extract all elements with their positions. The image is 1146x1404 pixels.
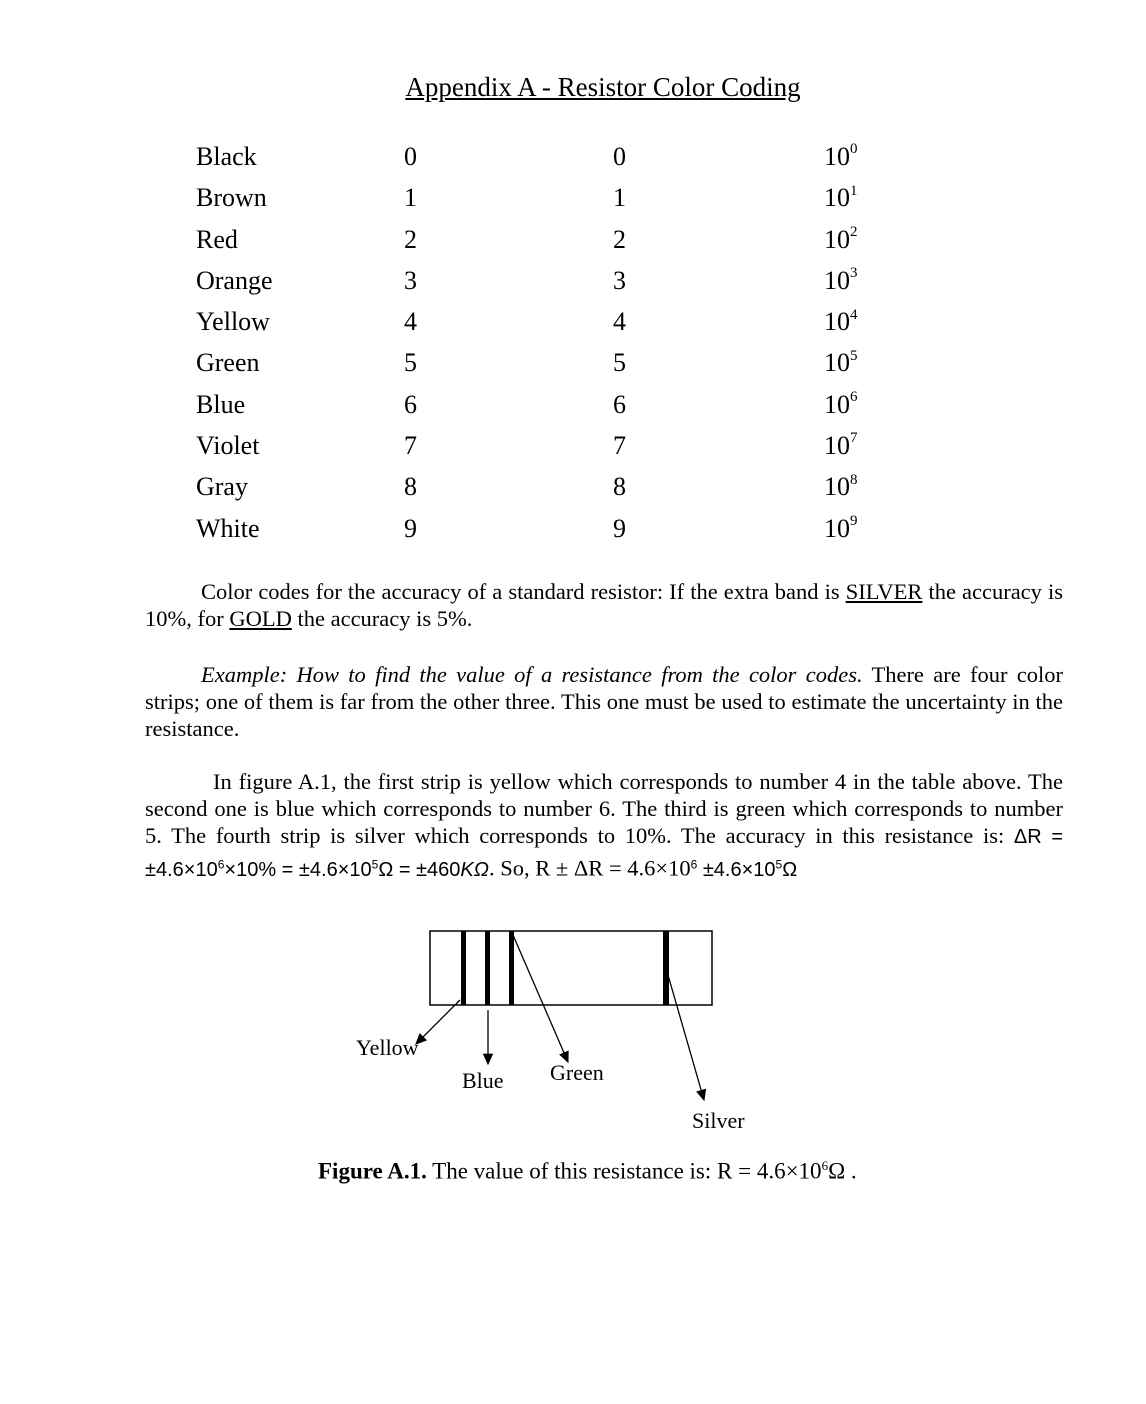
band-blue — [485, 931, 490, 1005]
second-digit: 8 — [613, 472, 626, 502]
figure-caption — [318, 1158, 857, 1185]
second-digit: 0 — [613, 142, 626, 171]
para1-text-a: Color codes for the accuracy of a standard resistor: If the extra band is — [201, 579, 846, 604]
first-digit: 2 — [404, 224, 417, 254]
page-title: Appendix A - Resistor Color Coding — [405, 72, 801, 102]
second-digit: 2 — [613, 224, 626, 254]
multiplier: $10^9$ — [824, 513, 858, 543]
multiplier: $10^1$ — [824, 182, 858, 213]
color-name: Green — [196, 348, 260, 378]
silver-term: SILVER — [845, 579, 923, 604]
first-digit: 5 — [404, 348, 417, 378]
caption-exponent: 6 — [821, 1158, 829, 1173]
caption-text: The value of this resistance is: R = 4.6×10 — [426, 1158, 822, 1184]
color-name: Violet — [196, 431, 260, 461]
explanation-paragraph: In figure A.1, the first strip is yellow which corresponds to number 4 in the table above. The second one is blue which corresponds to number 6. The third is green which corresponds to number 5. The fourth strip is silver which corresponds to 10%. The accuracy in this resistance is: $\Delta R = \pm 4.6\times 10^6\times 10\% = \pm 4.6\times 10^5\Omega = \pm 460K\Omega$. So, $R \pm \Delta R = 4.6\times 10^6 \pm 4.6\times 10^5\Omega$ — [145, 769, 1064, 881]
arrow-yellow — [416, 1000, 460, 1044]
uncertainty-equation: $\Delta R = \pm 4.6\times 10^6\times 10\% = \pm 4.6\times 10^5\Omega = \pm 460K\Omega$ — [145, 826, 1064, 881]
first-digit: 6 — [404, 389, 417, 419]
caption-unit: Ω . — [828, 1158, 857, 1184]
label-blue: Blue — [462, 1068, 504, 1093]
second-digit: 5 — [613, 348, 626, 378]
label-yellow: Yellow — [356, 1035, 419, 1060]
first-digit: 1 — [404, 183, 417, 213]
first-digit: 0 — [404, 142, 417, 171]
color-name: Red — [196, 224, 238, 254]
arrow-silver — [668, 975, 704, 1100]
example-text: There are four color strips; one of them is far from the other three. This one must be used to estimate the uncertainty in the resistance. — [145, 662, 1063, 741]
second-digit: 9 — [613, 513, 626, 543]
color-name: Orange — [196, 265, 273, 295]
explanation-text: In figure A.1, the first strip is yellow which corresponds to number 4 in the table above. The second one is blue which corresponds to number 6. The third is green which corresponds to number 5. The fourth strip is silver which corresponds to 10%. The accuracy in this resistance is: — [145, 769, 1063, 848]
color-name: Brown — [196, 183, 267, 213]
multiplier: $10^7$ — [824, 430, 858, 461]
first-digit: 7 — [404, 431, 417, 461]
second-digit: 3 — [613, 265, 626, 295]
second-digit: 4 — [613, 307, 626, 337]
first-digit: 3 — [404, 265, 417, 295]
multiplier: $10^2$ — [824, 223, 858, 254]
band-green — [509, 931, 514, 1005]
multiplier: $10^3$ — [824, 265, 858, 295]
multiplier: $10^0$ — [824, 141, 858, 171]
color-name: Gray — [196, 472, 248, 502]
color-name: White — [196, 513, 260, 543]
arrow-green — [513, 935, 568, 1062]
color-name: Black — [196, 142, 257, 171]
first-digit: 4 — [404, 307, 417, 337]
first-digit: 9 — [404, 513, 417, 543]
label-silver: Silver — [692, 1108, 745, 1133]
example-heading: Example: How to find the value of a resistance from the color codes. — [201, 662, 863, 687]
result-equation: . So, R ± ΔR = 4.6×10 — [488, 855, 691, 881]
resistor-body — [430, 931, 712, 1005]
first-digit: 8 — [404, 472, 417, 502]
multiplier: $10^6$ — [824, 389, 858, 419]
band-yellow — [461, 931, 466, 1005]
second-digit: 6 — [613, 389, 626, 419]
multiplier: $10^5$ — [824, 347, 858, 378]
multiplier: $10^8$ — [824, 471, 858, 502]
color-name: Yellow — [196, 307, 270, 337]
caption-label: Figure A.1. — [318, 1158, 427, 1184]
gold-term: GOLD — [229, 606, 292, 631]
para1-text-b: the accuracy is 10%, for — [145, 579, 1063, 631]
band-silver — [663, 931, 669, 1005]
second-digit: 1 — [613, 183, 626, 213]
para1-text-c: the accuracy is 5%. — [291, 606, 473, 631]
second-digit: 7 — [613, 431, 626, 461]
color-name: Blue — [196, 389, 246, 419]
multiplier: $10^4$ — [824, 306, 858, 337]
label-green: Green — [550, 1060, 604, 1085]
